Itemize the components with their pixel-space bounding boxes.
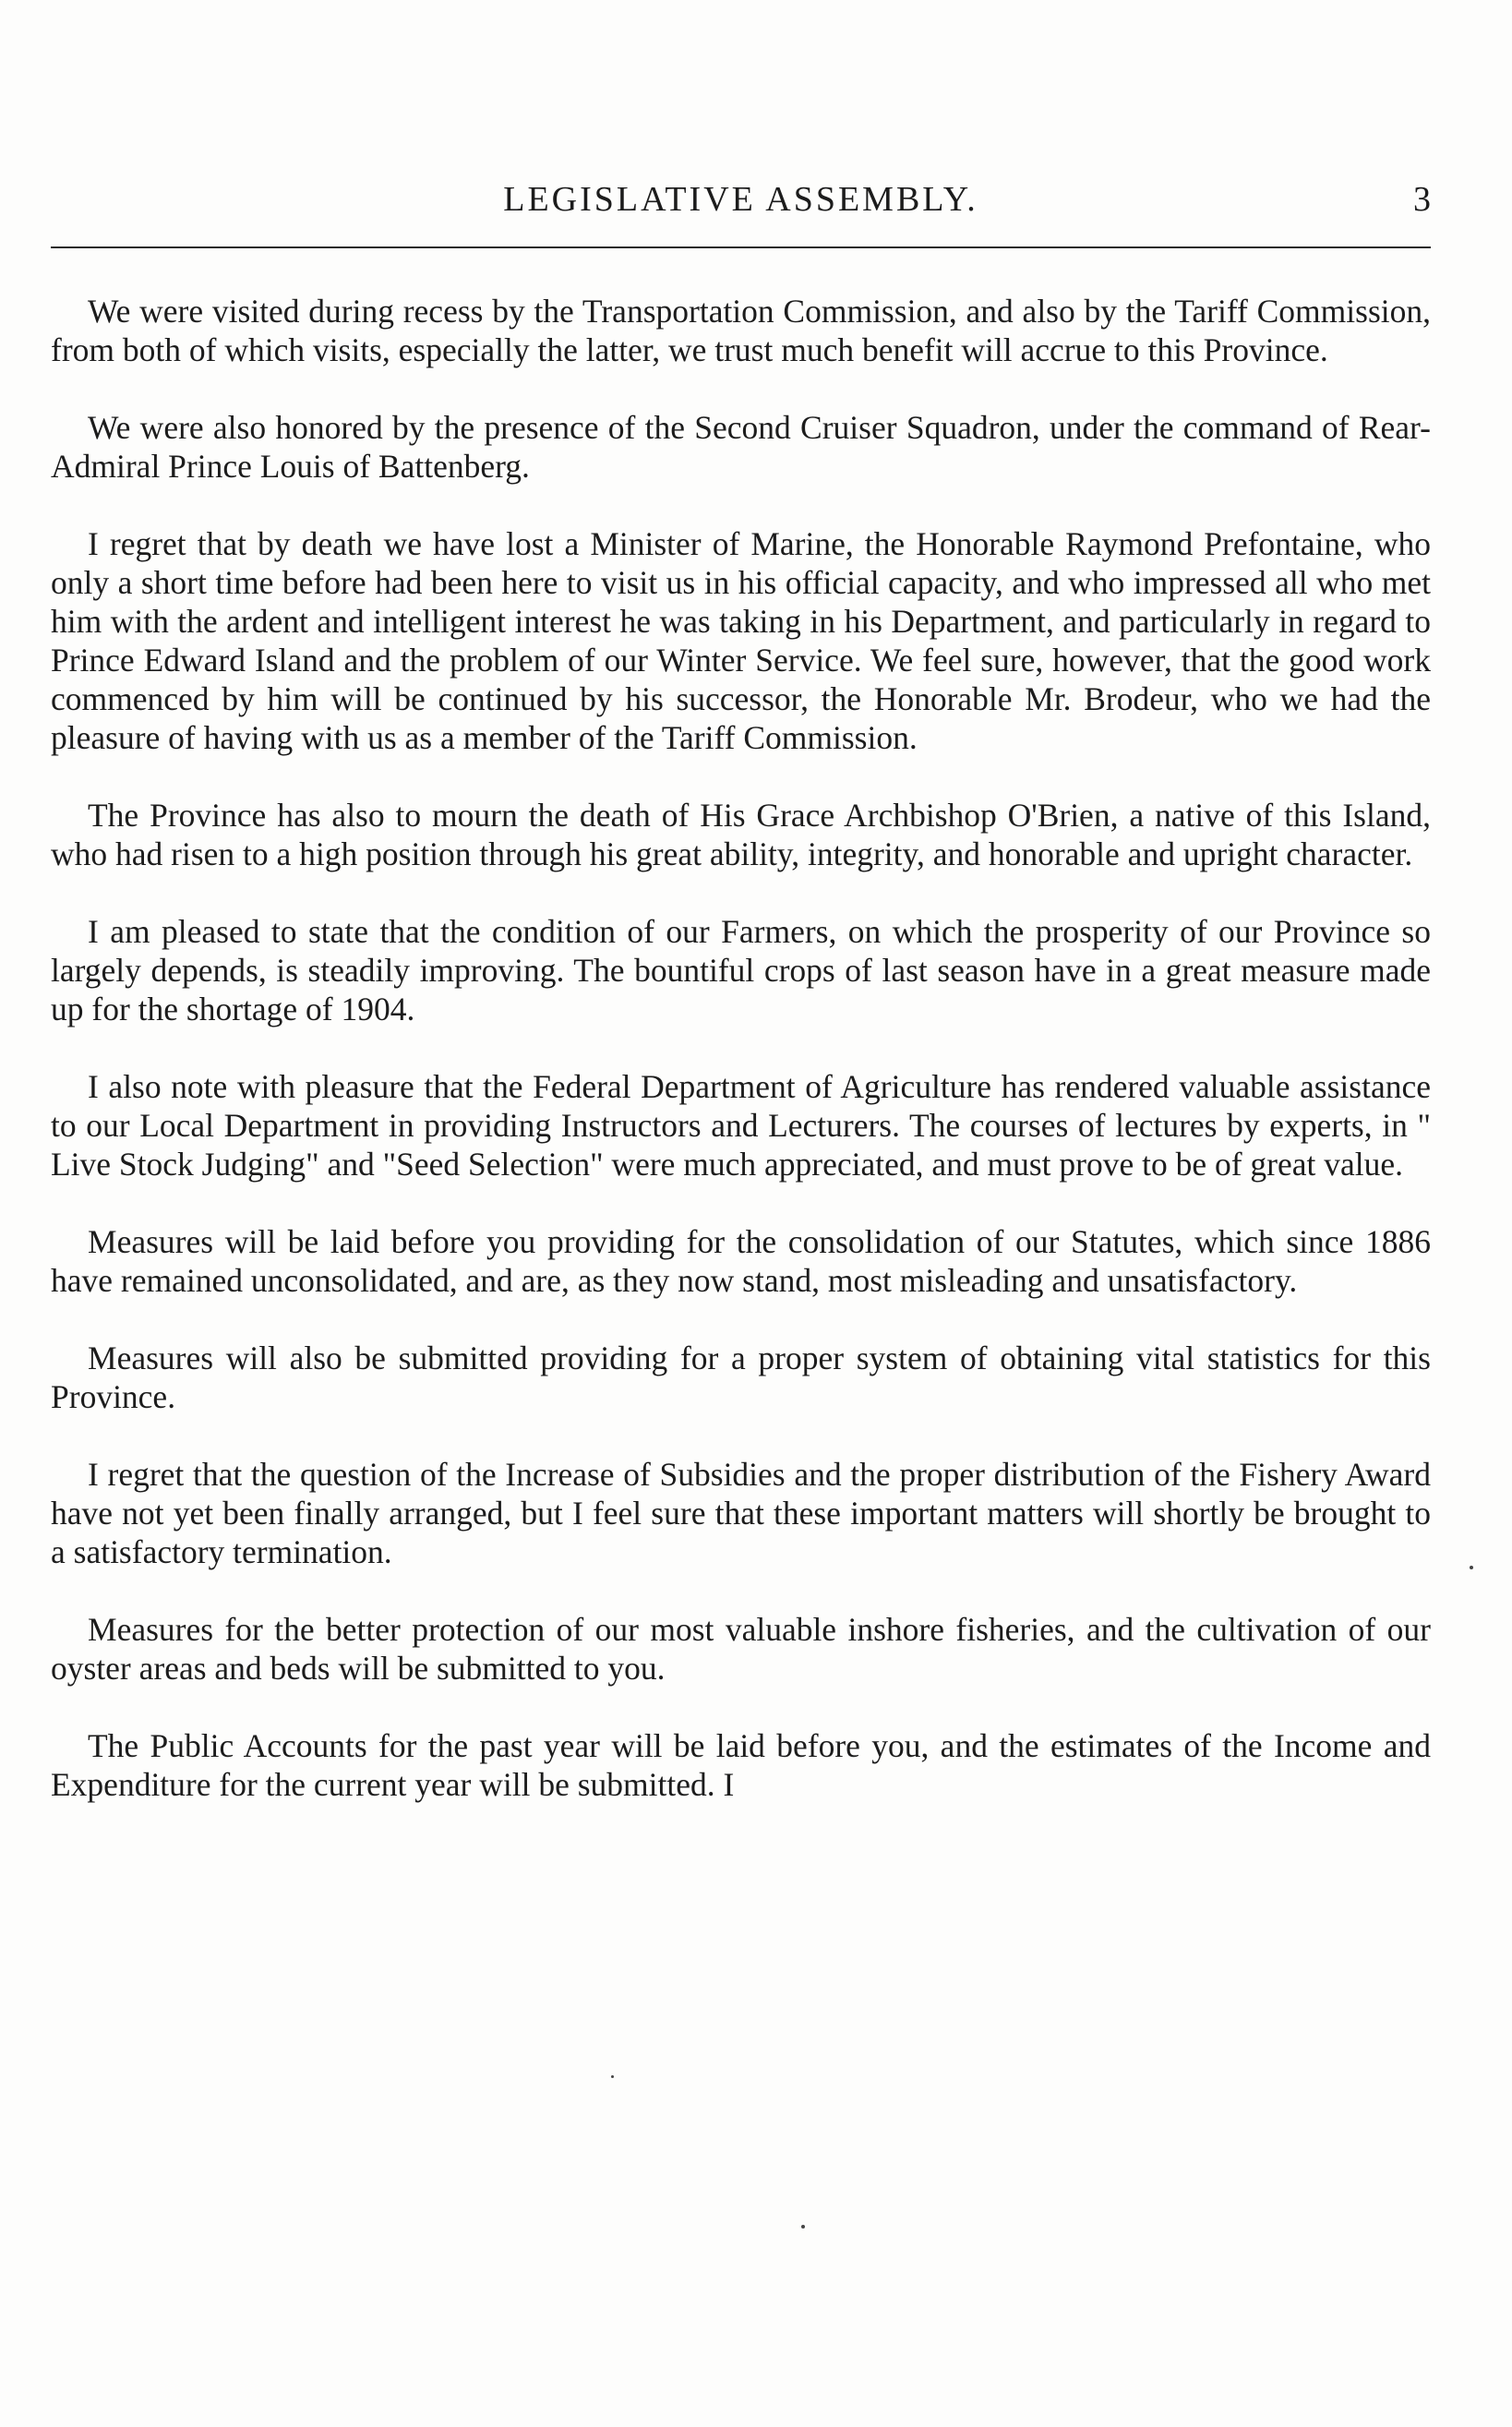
paragraph: I also note with pleasure that the Federal Department of Agriculture has rendered valuable assistance to our Local Department in providing Instructors and Lecturers. The courses of lectures by experts, in " Live Stock Judging" and "Seed Selection" were much appreciated, and must prove to be of great value.: [51, 1068, 1431, 1183]
paragraph: The Public Accounts for the past year will be laid before you, and the estimates of the Income and Expenditure for the current year will be submitted. I: [51, 1727, 1431, 1803]
paragraph: Measures will also be submitted providing for a proper system of obtaining vital statistics for this Province.: [51, 1340, 1431, 1415]
print-speck: [611, 2075, 614, 2078]
paragraph: I regret that by death we have lost a Minister of Marine, the Honorable Raymond Prefontaine, who only a short time before had been here to visit us in his official capacity, and who impressed all who met him with the ardent and intelligent interest he was taking in his Department, and particularly in regard to Prince Edward Island and the problem of our Winter Service. We feel sure, however, that the good work commenced by him will be continued by his successor, the Honorable Mr. Brodeur, who we had the pleasure of having with us as a member of the Tariff Commission.: [51, 525, 1431, 756]
page-number: 3: [1413, 180, 1431, 219]
paragraph: We were also honored by the presence of the Second Cruiser Squadron, under the command of Rear-Admiral Prince Louis of Battenberg.: [51, 409, 1431, 485]
paragraph: We were visited during recess by the Transportation Commission, and also by the Tariff Commission, from both of which visits, especially the latter, we trust much benefit will accrue to this Province.: [51, 293, 1431, 368]
paragraph: I am pleased to state that the condition of our Farmers, on which the prosperity of our Province so largely depends, is steadily improving. The bountiful crops of last season have in a great measure made up for the shortage of 1904.: [51, 913, 1431, 1027]
print-speck: [1470, 1566, 1473, 1569]
paragraph: I regret that the question of the Increase of Subsidies and the proper distribution of the Fishery Award have not yet been finally arranged, but I feel sure that these important matters will shortly be brought to a satisfactory termination.: [51, 1456, 1431, 1570]
running-title: LEGISLATIVE ASSEMBLY.: [503, 180, 978, 219]
print-speck: [801, 2225, 805, 2229]
page-header: [51, 177, 1431, 222]
header-rule: [51, 246, 1431, 248]
paragraph: Measures for the better protection of our most valuable inshore fisheries, and the cultivation of our oyster areas and beds will be submitted to you.: [51, 1611, 1431, 1687]
paragraph: Measures will be laid before you providing for the consolidation of our Statutes, which since 1886 have remained unconsolidated, and are, as they now stand, most misleading and unsatisfactory.: [51, 1223, 1431, 1299]
page-body: [51, 292, 1431, 1804]
paragraph: The Province has also to mourn the death of His Grace Archbishop O'Brien, a native of this Island, who had risen to a high position through his great ability, integrity, and honorable and upright character.: [51, 797, 1431, 872]
